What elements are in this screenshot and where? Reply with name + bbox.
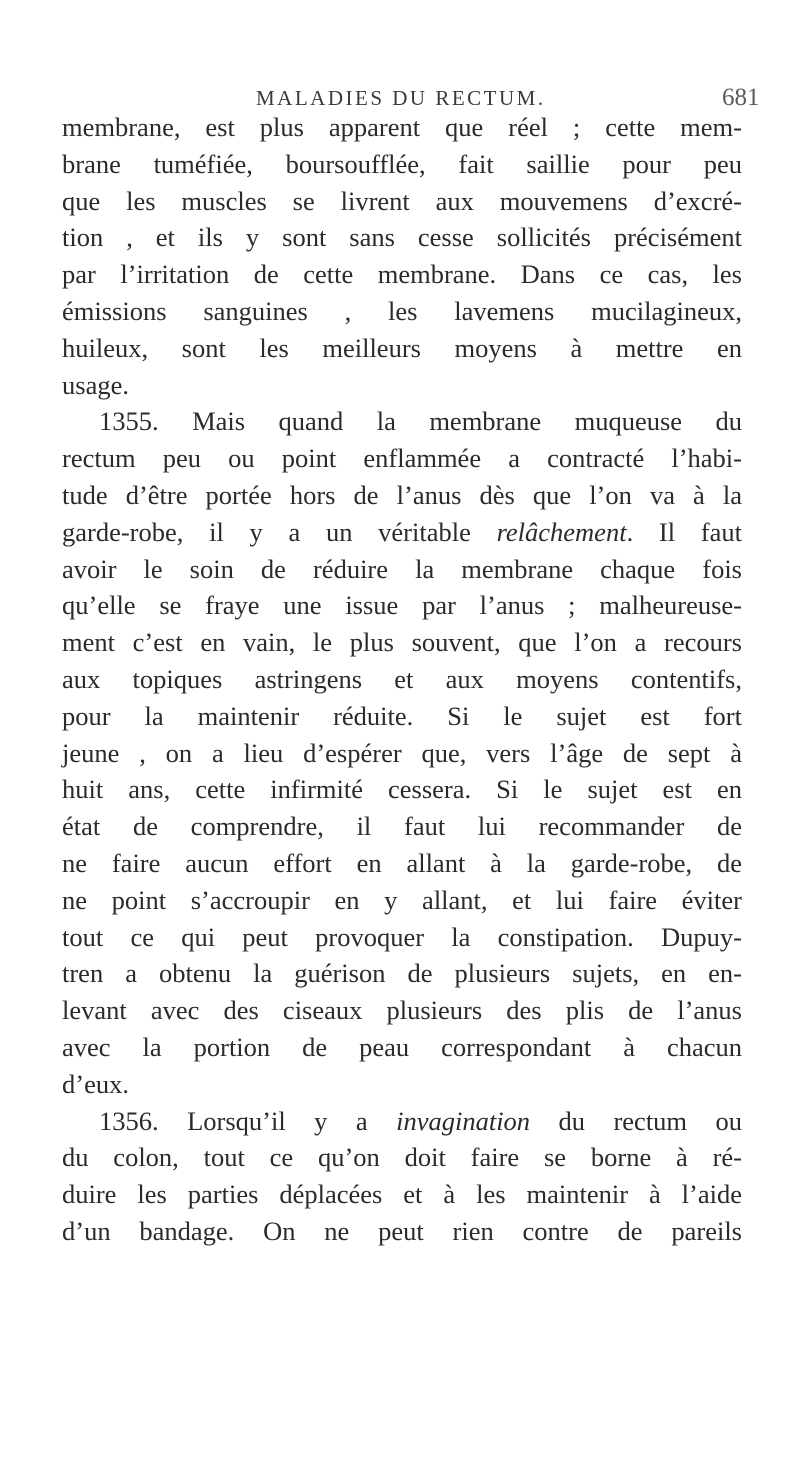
line-text-after: du rectum ou [530, 1105, 743, 1136]
paragraph-1355-start: 1355. Mais quand la membrane muqueuse du [99, 406, 742, 437]
running-head: MALADIES DU RECTUM. [256, 86, 546, 110]
text-line: d’un bandage. On ne peut rien contre de pareils [62, 1215, 742, 1246]
text-line: avoir le soin de réduire la membrane chaque fois [62, 553, 742, 584]
text-line: du colon, tout ce qu’on doit faire se borne à ré- [62, 1142, 742, 1173]
text-line: tude d’être portée hors de l’anus dès que l’on va à la [62, 479, 742, 510]
text-line: duire les parties déplacées et à les maintenir à l’aide [62, 1179, 742, 1210]
text-line: levant avec des ciseaux plusieurs des plis de l’anus [62, 995, 742, 1026]
text-line: qu’elle se fraye une issue par l’anus ; malheureuse- [62, 590, 742, 621]
text-line: aux topiques astringens et aux moyens contentifs, [62, 663, 742, 694]
text-line: que les muscles se livrent aux mouvemens d’excré- [62, 185, 742, 216]
text-line: brane tuméfiée, boursoufflée, fait saillie pour peu [62, 148, 742, 179]
text-line: tren a obtenu la guérison de plusieurs sujets, en en- [62, 958, 742, 989]
paragraph-end-line: usage. [62, 369, 129, 400]
text-line: ne faire aucun effort en allant à la garde-robe, de [62, 847, 742, 878]
text-line: état de comprendre, il faut lui recommander de [62, 811, 742, 842]
text-line: tion , et ils y sont sans cesse sollicités précisément [62, 222, 742, 253]
text-line: tout ce qui peut provoquer la constipation. Dupuy- [62, 921, 742, 952]
emphasis-relachement: relâchement [496, 516, 627, 547]
line-text-before: 1356. Lorsqu’il y a [99, 1105, 397, 1136]
text-line: huileux, sont les meilleurs moyens à mettre en [62, 332, 742, 363]
text-line: huit ans, cette infirmité cessera. Si le sujet est en [62, 774, 742, 805]
emphasis-invagination: invagination [396, 1105, 531, 1136]
text-line-with-emphasis [62, 514, 742, 551]
page-number: 681 [722, 84, 760, 111]
text-line: rectum peu ou point enflammée a contracté l’habi- [62, 443, 742, 474]
paragraph-1356-start [62, 1103, 742, 1140]
line-text-after: . Il faut [626, 516, 742, 547]
text-line: pour la maintenir réduite. Si le sujet est fort [62, 700, 742, 731]
text-line: ne point s’accroupir en y allant, et lui faire éviter [62, 884, 742, 915]
text-line: ment c’est en vain, le plus souvent, que l’on a recours [62, 627, 742, 658]
text-line: membrane, est plus apparent que réel ; cette mem- [62, 112, 742, 142]
line-text-before: garde-robe, il y a un véritable [62, 516, 497, 547]
text-line: jeune , on a lieu d’espérer que, vers l’âge de sept à [62, 737, 742, 768]
text-line: émissions sanguines , les lavemens mucilagineux, [62, 295, 742, 326]
text-line: par l’irritation de cette membrane. Dans ce cas, les [62, 259, 742, 290]
text-line: avec la portion de peau correspondant à chacun [62, 1031, 742, 1062]
paragraph-end-line: d’eux. [62, 1068, 129, 1099]
body-text [62, 109, 742, 1250]
